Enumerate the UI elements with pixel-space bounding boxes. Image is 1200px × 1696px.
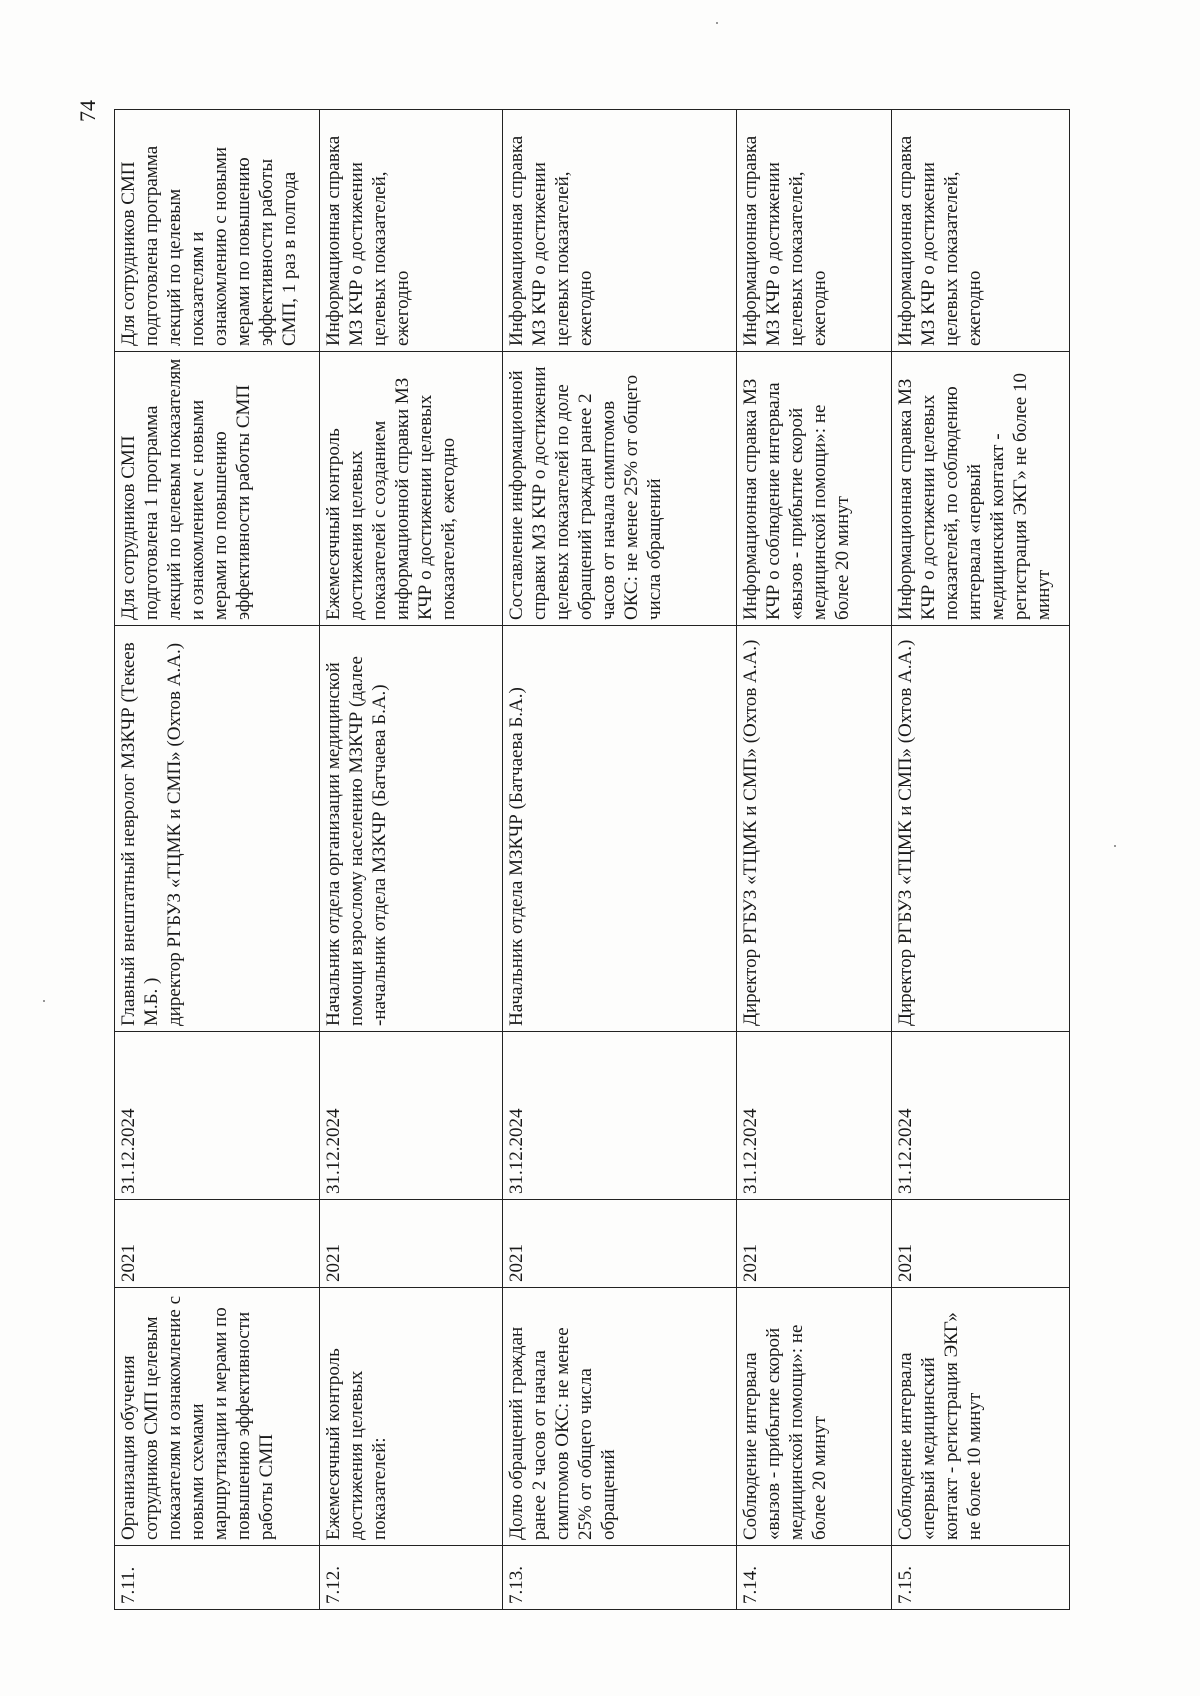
result-cell: Для сотрудников СМП подготовлена программа лекций по целевым показателям и ознакомлению с новыми мерами по повышению эффективности работы СМП, 1 раз в полгода [115, 110, 320, 352]
end-date-cell: 31.12.2024 [892, 1032, 1070, 1200]
row-number-cell: 7.15. [892, 1546, 1070, 1610]
end-date-cell: 31.12.2024 [320, 1032, 503, 1200]
responsible-cell: Директор РГБУЗ «ТЦМК и СМП» (Охтов А.А.) [737, 626, 892, 1032]
measure-name-cell: Долю обращений граждан ранее 2 часов от начала симптомов ОКС: не менее 25% от общего числа обращений [503, 1288, 737, 1546]
row-number-cell: 7.11. [115, 1546, 320, 1610]
landscape-content [114, 110, 1069, 1610]
start-year-cell: 2021 [737, 1200, 892, 1288]
table-row [320, 110, 503, 1610]
page-number: 74 [75, 100, 100, 122]
description-cell: Составление информационной справки МЗ КЧР о достижении целевых показателей по доле обращений граждан ранее 2 часов от начала симптомов ОКС: не менее 25% от общего числа обращений [503, 352, 737, 626]
description-cell: Информационная справка МЗ КЧР о соблюдение интервала «вызов - прибытие скорой медицинской помощи»: не более 20 минут [737, 352, 892, 626]
start-year-cell: 2021 [320, 1200, 503, 1288]
measure-name-cell: Организация обучения сотрудников СМП целевым показателям и ознакомление с новыми схемами маршрутизации и мерами по повышению эффективности работы СМП [115, 1288, 320, 1546]
responsible-cell: Начальник отдела МЗКЧР (Батчаева Б.А.) [503, 626, 737, 1032]
responsible-cell: Директор РГБУЗ «ТЦМК и СМП» (Охтов А.А.) [892, 626, 1070, 1032]
result-cell: Информационная справка МЗ КЧР о достижении целевых показателей, ежегодно [892, 110, 1070, 352]
result-cell: Информационная справка МЗ КЧР о достижении целевых показателей, ежегодно [737, 110, 892, 352]
end-date-cell: 31.12.2024 [115, 1032, 320, 1200]
row-number-cell: 7.13. [503, 1546, 737, 1610]
measure-name-cell: Соблюдение интервала «первый медицинский контакт - регистрация ЭКГ» не более 10 минут [892, 1288, 1070, 1546]
rotated-table-area [114, 110, 1069, 1610]
table-row [737, 110, 892, 1610]
description-cell: Информационная справка МЗ КЧР о достижении целевых показателей, по соблюдению интервала «первый медицинский контакт - регистрация ЭКГ» не более 10 минут [892, 352, 1070, 626]
measure-name-cell: Соблюдение интервала «вызов - прибытие скорой медицинской помощи»: не более 20 минут [737, 1288, 892, 1546]
description-cell: Ежемесячный контроль достижения целевых показателей с созданием информационной справки МЗ КЧР о достижении целевых показателей, ежегодно [320, 352, 503, 626]
measure-name-cell: Ежемесячный контроль достижения целевых показателей: [320, 1288, 503, 1546]
responsible-cell: Главный внештатный невролог МЗКЧР (Текеев М.Б. ) директор РГБУЗ «ТЦМК и СМП» (Охтов А.А.) [115, 626, 320, 1032]
end-date-cell: 31.12.2024 [737, 1032, 892, 1200]
start-year-cell: 2021 [503, 1200, 737, 1288]
table-row [503, 110, 737, 1610]
end-date-cell: 31.12.2024 [503, 1032, 737, 1200]
scan-speck [716, 22, 718, 24]
table-row [115, 110, 320, 1610]
table-row [892, 110, 1070, 1610]
result-cell: Информационная справка МЗ КЧР о достижении целевых показателей, ежегодно [503, 110, 737, 352]
measures-table [114, 109, 1070, 1610]
scan-speck [43, 1000, 45, 1002]
result-cell: Информационная справка МЗ КЧР о достижении целевых показателей, ежегодно [320, 110, 503, 352]
row-number-cell: 7.12. [320, 1546, 503, 1610]
scan-speck [1114, 845, 1116, 847]
start-year-cell: 2021 [892, 1200, 1070, 1288]
responsible-cell: Начальник отдела организации медицинской помощи взрослому населению МЗКЧР (далее -начальник отдела МЗКЧР (Батчаева Б.А.) [320, 626, 503, 1032]
start-year-cell: 2021 [115, 1200, 320, 1288]
description-cell: Для сотрудников СМП подготовлена 1 программа лекций по целевым показателям и ознакомлением с новыми мерами по повышению эффективности работы СМП [115, 352, 320, 626]
row-number-cell: 7.14. [737, 1546, 892, 1610]
